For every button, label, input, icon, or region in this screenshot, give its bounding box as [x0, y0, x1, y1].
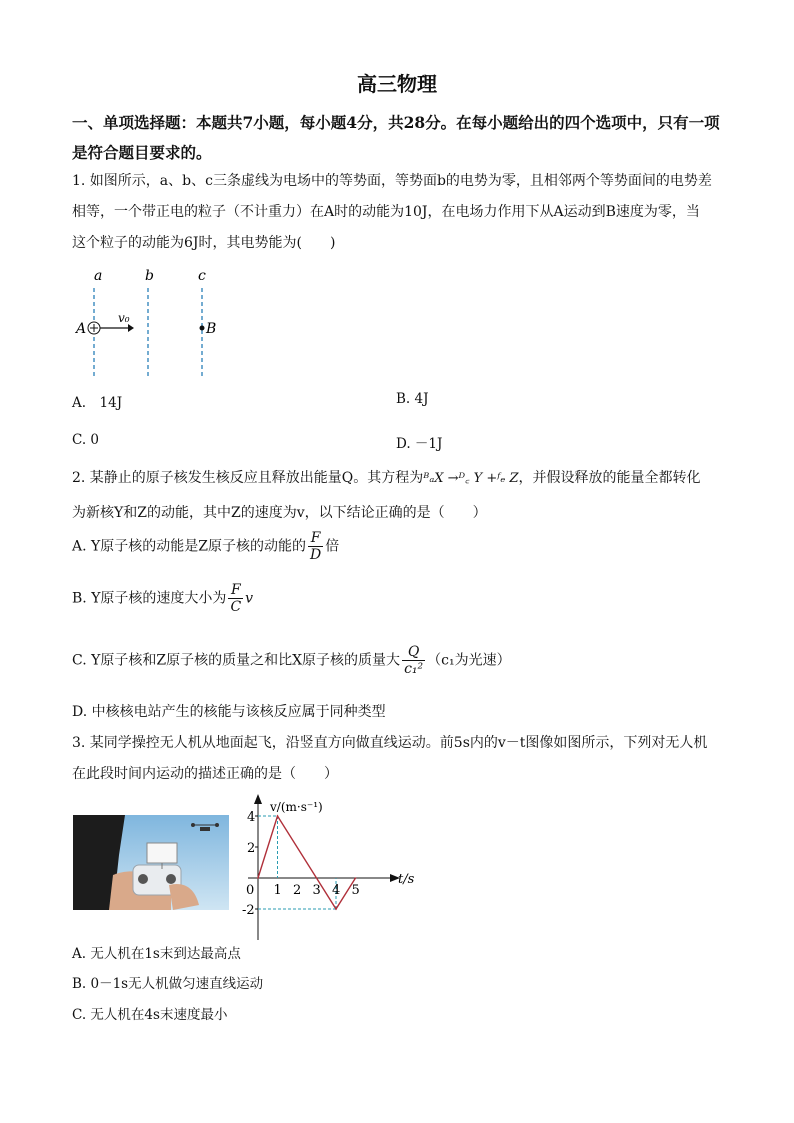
- data-point: [257, 877, 259, 879]
- q2-option-a-text: A. Y原子核的动能是Z原子核的动能的: [72, 538, 306, 555]
- q3-option-b: B. 0－1s无人机做匀速直线运动: [72, 976, 264, 992]
- label-v0: v₀: [118, 311, 130, 325]
- x-axis-label: t/s: [398, 872, 415, 887]
- x-tick-label: 3: [312, 883, 321, 898]
- x-tick-label: 0: [246, 883, 255, 898]
- fraction-numerator: F: [228, 582, 243, 599]
- vt-chart: [240, 790, 430, 950]
- data-point: [355, 877, 357, 879]
- q2-line1: [72, 463, 701, 494]
- fraction-denominator: c₁²: [404, 661, 424, 677]
- label-B: B: [206, 321, 217, 337]
- q1-line3: 这个粒子的动能为6J时，其电势能为( ): [72, 235, 336, 251]
- data-point: [277, 815, 279, 817]
- q1-option-d: D. －1J: [396, 436, 443, 452]
- y-tick-label: 4: [247, 810, 256, 825]
- q2-option-c-text: C. Y原子核和Z原子核的质量之和比X原子核的质量大: [72, 652, 401, 669]
- fraction-numerator: F: [308, 530, 323, 547]
- q2-option-b-post: v: [245, 590, 254, 607]
- q2-line1-text: 2. 某静止的原子核发生核反应且释放出能量Q。其方程为: [72, 470, 424, 486]
- q2-line1-post: ，并假设释放的能量全都转化: [518, 470, 701, 486]
- section-heading: 一、单项选择题：本题共7小题，每小题4分，共28分。在每小题给出的四个选项中，只有一项是符合题目要求的。: [72, 113, 720, 162]
- data-point: [335, 908, 337, 910]
- point-B: [200, 326, 205, 331]
- label-A: A: [76, 321, 87, 337]
- x-tick-label: 4: [332, 883, 341, 898]
- q2-option-b-text: B. Y原子核的速度大小为: [72, 590, 227, 607]
- drone-operator-image: [73, 815, 229, 910]
- q3-option-a: A. 无人机在1s末到达最高点: [72, 946, 241, 962]
- equipotential-figure: [70, 262, 230, 382]
- x-tick-label: 1: [273, 883, 282, 898]
- q2-line2: 为新核Y和Z的动能，其中Z的速度为v，以下结论正确的是（ ）: [72, 505, 487, 521]
- x-tick-label: 5: [351, 883, 360, 898]
- q2-equation: ᴮₐX →ᴰ꜀ Y +ᶠₑ Z: [423, 471, 519, 486]
- q1-line1: 1. 如图所示，a、b、c三条虚线为电场中的等势面，等势面b的电势为零，且相邻两个等势面间的电势差: [72, 173, 712, 189]
- label-a: a: [94, 268, 103, 284]
- y-tick-label: 2: [247, 841, 256, 856]
- drone-photo: [73, 815, 229, 910]
- q2-option-a: [72, 530, 339, 563]
- q1-option-a: A. 14J: [72, 395, 123, 411]
- q1-option-b: B. 4J: [396, 391, 429, 407]
- q2-option-b: [72, 582, 253, 615]
- q2-option-d: D. 中核核电站产生的核能与该核反应属于同种类型: [72, 704, 386, 720]
- page-title: 高三物理: [357, 72, 437, 96]
- q1-line2: 相等，一个带正电的粒子（不计重力）在A时的动能为10J，在电场力作用下从A运动到B速度为零，当: [72, 204, 700, 220]
- x-tick-label: 2: [293, 883, 302, 898]
- label-b: b: [145, 268, 154, 284]
- fraction-denominator: C: [230, 599, 242, 615]
- y-axis-label: v/(m·s⁻¹): [270, 800, 323, 814]
- y-tick-label: -2: [242, 903, 255, 918]
- q1-option-c: C. 0: [72, 432, 100, 448]
- label-c: c: [198, 268, 206, 284]
- q2-option-c: [72, 644, 511, 677]
- q3-line1: 3. 某同学操控无人机从地面起飞，沿竖直方向做直线运动。前5s内的v－t图像如图所示，下列对无人机: [72, 735, 708, 751]
- q3-line2: 在此段时间内运动的描述正确的是（ ）: [72, 766, 338, 782]
- q2-option-c-post: （c₁为光速）: [427, 652, 511, 669]
- fraction-denominator: D: [309, 547, 322, 563]
- q3-option-c: C. 无人机在4s末速度最小: [72, 1007, 228, 1023]
- fraction-numerator: Q: [402, 644, 425, 661]
- q2-option-a-post: 倍: [325, 538, 340, 555]
